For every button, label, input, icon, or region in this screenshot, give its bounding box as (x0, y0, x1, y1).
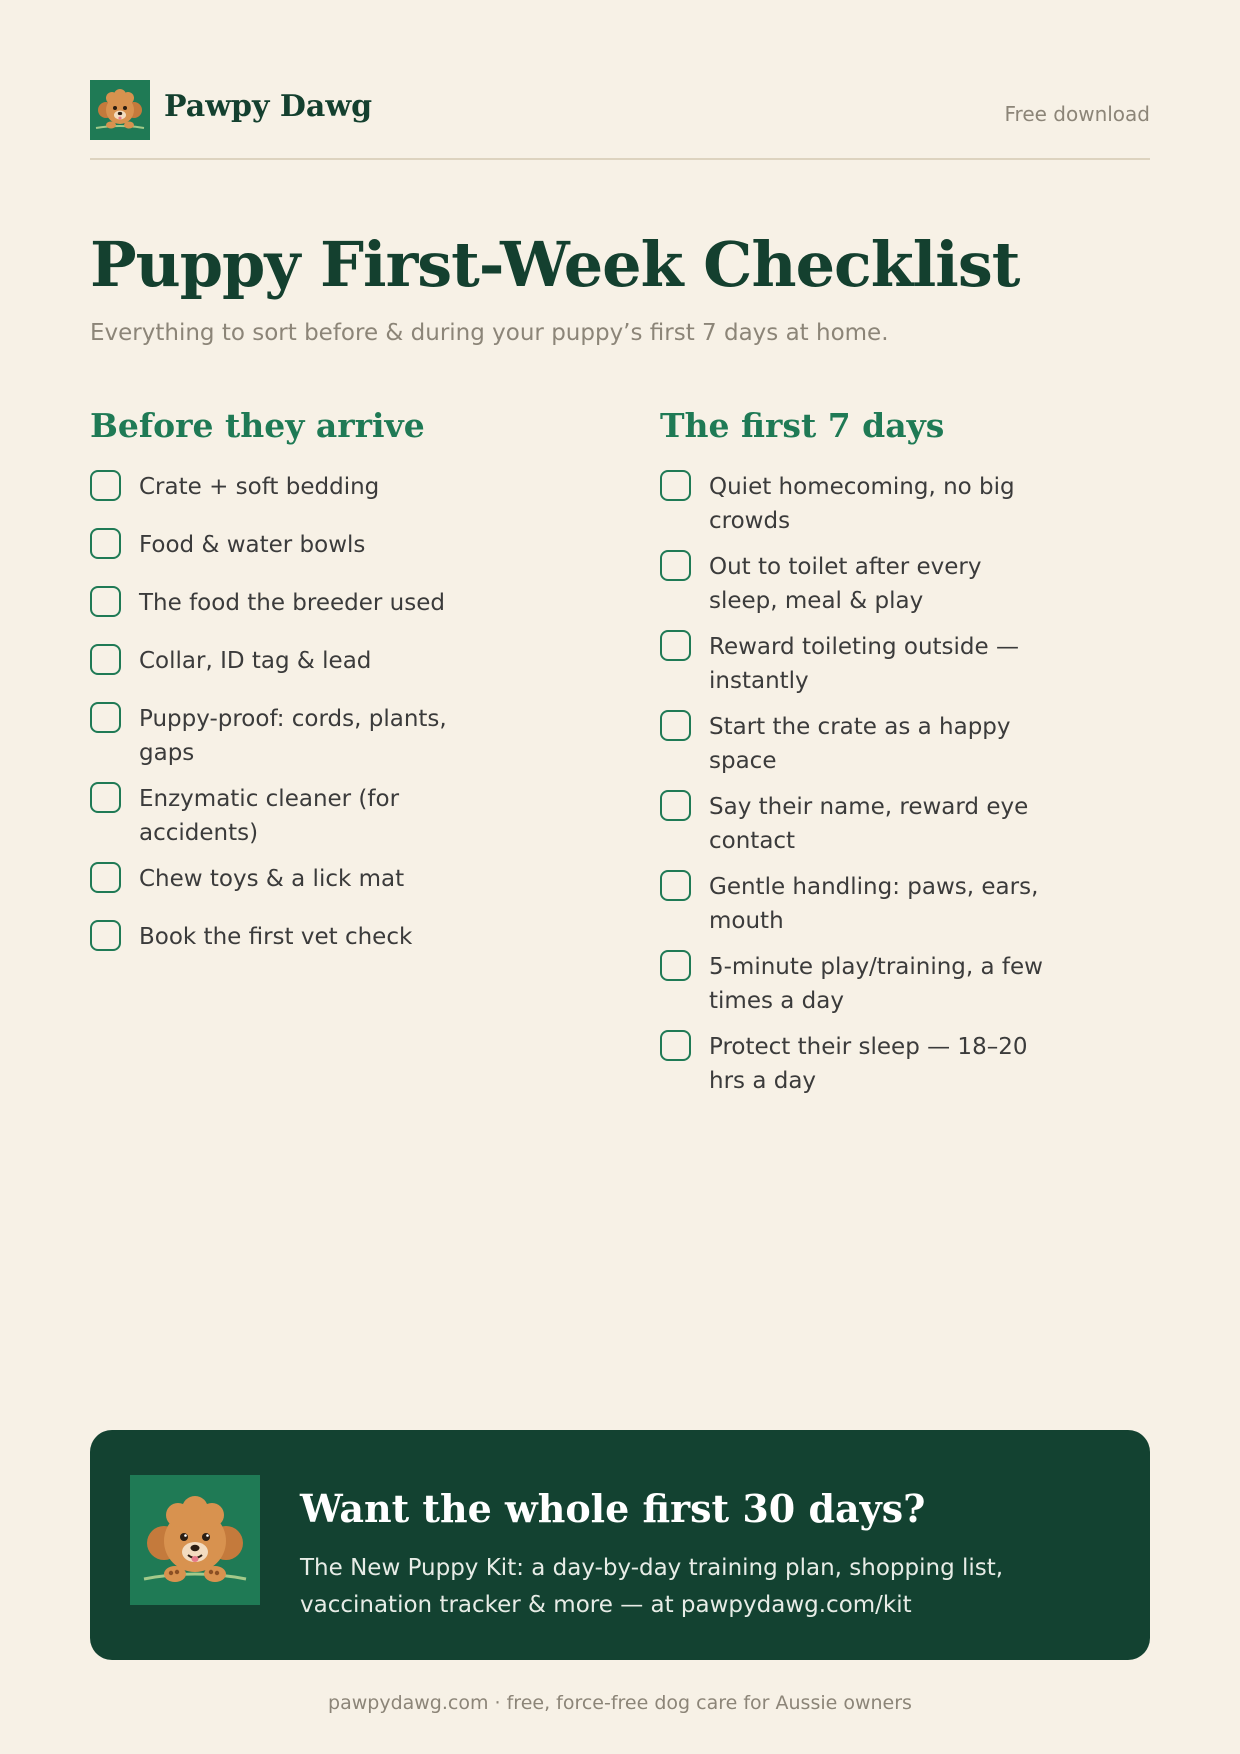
checklist-item (90, 470, 590, 504)
checkbox-icon[interactable] (660, 470, 691, 501)
banner-title: Want the whole first 30 days? (300, 1486, 926, 1531)
checklist-item-label: Book the first vet check (139, 924, 413, 950)
checkbox-icon[interactable] (660, 550, 691, 581)
banner-body: The New Puppy Kit: a day-by-day training plan, shopping list, vaccination tracker & more — at pawpydawg.com/kit (300, 1555, 1004, 1618)
checklist-item (90, 586, 590, 620)
checklist-item-label: Chew toys & a lick mat (139, 866, 405, 892)
first-week-section (660, 404, 1160, 1110)
before-arrival-list (90, 470, 590, 954)
puppy-logo-icon (90, 80, 150, 140)
checklist-item-label: Protect their sleep — 18–20 hrs a day (709, 1034, 1028, 1094)
first-week-heading: The first 7 days (660, 406, 945, 445)
puppy-kit-banner[interactable] (90, 1430, 1150, 1660)
page-header (90, 80, 1150, 160)
checklist-item (660, 1030, 1160, 1098)
checklist-item-label: Out to toilet after every sleep, meal & play (709, 554, 982, 614)
checklist-item (660, 550, 1160, 618)
checkbox-icon[interactable] (660, 950, 691, 981)
before-arrival-section (90, 404, 590, 978)
checkbox-icon[interactable] (90, 644, 121, 675)
checklist-item-label: Collar, ID tag & lead (139, 648, 372, 674)
checklist-item-label: The food the breeder used (139, 590, 445, 616)
checklist-item-label: Enzymatic cleaner (for accidents) (139, 786, 400, 846)
checkbox-icon[interactable] (660, 790, 691, 821)
checklist-item-label: Quiet homecoming, no big crowds (709, 474, 1015, 534)
checkbox-icon[interactable] (90, 920, 121, 951)
puppy-illustration-icon (130, 1475, 260, 1605)
checklist-item (90, 862, 590, 896)
checklist-item-label: Say their name, reward eye contact (709, 794, 1029, 854)
checklist-item-label: Reward toileting outside — instantly (709, 634, 1019, 694)
page-footer: pawpydawg.com · free, force-free dog care for Aussie owners (328, 1692, 912, 1714)
checklist-item (90, 702, 590, 770)
checklist-item (660, 630, 1160, 698)
checklist-item (90, 782, 590, 850)
checkbox-icon[interactable] (660, 630, 691, 661)
checkbox-icon[interactable] (660, 710, 691, 741)
checkbox-icon[interactable] (90, 470, 121, 501)
before-arrival-heading: Before they arrive (90, 406, 425, 445)
free-download-label: Free download (1004, 102, 1150, 126)
checkbox-icon[interactable] (90, 528, 121, 559)
checklist-item-label: Food & water bowls (139, 532, 366, 558)
brand-name: Pawpy Dawg (164, 89, 373, 124)
checklist-item-label: Start the crate as a happy space (709, 714, 1011, 774)
checkbox-icon[interactable] (90, 782, 121, 813)
checklist-item (660, 470, 1160, 538)
checkbox-icon[interactable] (90, 862, 121, 893)
checklist-item-label: 5-minute play/training, a few times a day (709, 954, 1043, 1014)
page-subtitle: Everything to sort before & during your puppy’s first 7 days at home. (90, 320, 889, 346)
checklist-item-label: Crate + soft bedding (139, 474, 380, 500)
checklist-item-label: Puppy-proof: cords, plants, gaps (139, 706, 447, 766)
checklist-page (90, 0, 1150, 1754)
checklist-item (90, 528, 590, 562)
checklist-item-label: Gentle handling: paws, ears, mouth (709, 874, 1039, 934)
checkbox-icon[interactable] (90, 702, 121, 733)
checklist-item (660, 950, 1160, 1018)
checkbox-icon[interactable] (660, 1030, 691, 1061)
checklist-item (660, 790, 1160, 858)
checklist-item (90, 644, 590, 678)
checklist-item (660, 870, 1160, 938)
checklist-item (660, 710, 1160, 778)
checkbox-icon[interactable] (660, 870, 691, 901)
page-title: Puppy First-Week Checklist (90, 228, 1020, 301)
checklist-item (90, 920, 590, 954)
first-week-list (660, 470, 1160, 1098)
checkbox-icon[interactable] (90, 586, 121, 617)
